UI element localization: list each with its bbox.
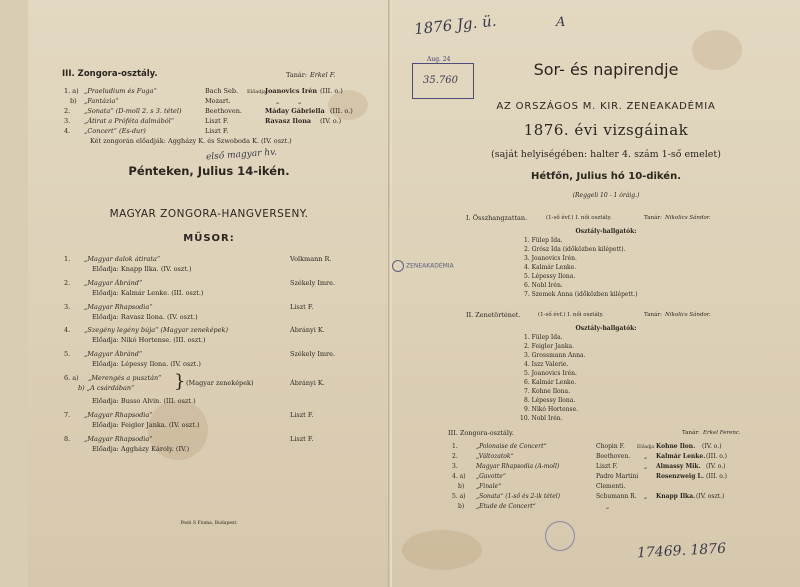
right-section-iii-title: III. Zongora-osztály. [448,429,514,437]
exam-time: (Reggeli 10 - 1 óráig.) [572,192,640,199]
composer: Liszt F. [205,127,229,135]
class-label: „ [298,97,302,105]
paper-stain [402,530,482,570]
section-i-teacher: Nikolics Sándor. [665,215,711,221]
class-label: (III. o.) [706,453,728,460]
composer: Beethoven. [596,453,631,460]
student: 2. Feigler Janka. [524,343,574,350]
performer-prefix: Előadja [247,89,266,95]
academy-stamp-text: ZENEAKADÉMIA [406,262,454,270]
performer: Joanovics Irén [265,87,318,95]
student: 4. Iszz Valerie. [524,361,569,368]
right-page [392,0,800,587]
section-iii-title: III. Zongora-osztály. [62,69,158,79]
title-line4: (saját helyiségében: halter 4. szám 1-ső emelet) [491,149,721,160]
row-num: 1. [452,443,458,450]
piece-title: „Etude de Concert“ [476,503,536,510]
row-num: 5. a) [452,493,466,500]
class-label: (IV. o.) [706,463,726,470]
program-performer: Előadja: Aggházy Károly. (IV.) [92,445,190,453]
performer: Knapp Ilka. [656,493,696,500]
right-section-iii-teacher: Erkel Ferenc. [703,430,741,436]
program-piece: „Magyar dalok átirata“ [84,255,161,263]
program-composer: Liszt F. [290,411,314,419]
piece-title: „Polonaise de Concert“ [476,443,547,450]
performer: Kalmár Lenke. [656,453,706,460]
program-title: MŰSOR: [183,233,235,244]
row-num: b) [458,503,465,510]
section-i-title: I. Összhangzattan. [466,214,528,222]
student: 5. Joanovics Irén. [524,370,577,377]
program-performer: Előadja: Knapp Ilka. (IV. oszt.) [92,265,192,273]
right-section-iii-teacher-label: Tanár: [682,430,700,436]
program-composer: Liszt F. [290,303,314,311]
student: 4. Kalmár Lenke. [524,264,577,271]
program-num: 8. [64,435,71,443]
student: 7. Szemek Anna (időközben kilépett.) [524,291,638,298]
row-num: 3. [452,463,458,470]
performer: Ravasz Ilona [265,117,312,125]
performer: Kohne Ilon. [656,443,696,450]
title-line2: AZ ORSZÁGOS M. KIR. ZENEAKADÉMIA [496,101,716,112]
round-stamp [545,521,575,551]
seal-icon [392,260,404,272]
program-performer: Előadja: Kalmár Lenke. (III. oszt.) [92,289,204,297]
program-performer: Előadja: Busso Alvin. (III. oszt.) [92,397,196,405]
brace: } [174,371,186,392]
handwritten-bottom: 17469. 1876 [636,540,727,562]
composer: Mozart. [205,97,231,105]
two-piano-line: Két zongorán előadják: Aggházy K. és Szwoboda K. (IV. oszt.) [90,137,292,145]
section-i-students-label: Osztály-hallgatók: [575,228,637,235]
composer: Bach Seb. [205,87,239,95]
student: 10. Nobl Irén. [520,415,563,422]
class-label: (IV. o.) [320,117,342,125]
student: 8. Lépessy Ilona. [524,397,576,404]
student: 2. Grósz Ida (időközben kilépett). [524,246,626,253]
class-label: (III. o.) [706,473,728,480]
program-piece: „Magyar Rhapsodia“ [84,435,153,443]
section-i-detail: (1-ső évf.) I. női osztály. [546,215,612,221]
composer: „ [606,503,610,510]
composer: Beethoven. [205,107,242,115]
handwritten-ref: 1876 Jg. ü. [413,11,498,39]
program-performer: Előadja: Lépessy Ilona. (IV. oszt.) [92,360,201,368]
program-num: 1. [64,255,71,263]
performer-prefix: „ [644,463,648,470]
program-note: (Magyar zeneképek) [186,379,254,387]
performer: Máday Gábriella [265,107,325,115]
academy-stamp [392,260,454,272]
program-performer: Előadja: Nikó Hortense. (III. oszt.) [92,336,206,344]
program-composer: Ábrányi K. [290,379,325,387]
row-num: b) [70,97,77,105]
program-composer: Volkmann R. [290,255,332,263]
row-num: 2. [452,453,458,460]
printer-line: Pesti S Fiuma, Budapest. [180,521,238,526]
row-num: 2. [64,107,71,115]
performer: „ [276,97,280,105]
stamp-number: 35.760 [423,75,458,86]
row-num: 3. [64,117,71,125]
program-piece: „Magyar Ábránd“ [84,350,143,358]
handwritten-a: A [556,15,566,30]
section-i-teacher-label: Tanár: [644,215,662,221]
composer: Padre Martini [596,473,639,480]
class-label: (III. o.) [320,87,343,95]
program-piece: „Magyar Rhapsodia“ [84,411,153,419]
student: 1. Fülep Ida. [524,237,563,244]
row-num: 4. [64,127,71,135]
section-ii-teacher-label: Tanár: [644,312,662,318]
row-num: b) [458,483,465,490]
class-label: (IV. oszt.) [696,493,725,500]
teacher-name: Erkel F. [310,71,336,79]
class-label: (III. o.) [330,107,353,115]
performer-prefix: Előadja [637,445,655,450]
left-page [28,0,390,587]
performer: Almassy Mik. [656,463,701,470]
program-num: 5. [64,350,71,358]
student: 6. Kalmár Lenke. [524,379,577,386]
performer-prefix: „ [644,453,648,460]
program-piece: „Magyar Ábránd“ [84,279,143,287]
row-num: 4. a) [452,473,466,480]
student: 1. Fülep Ida. [524,334,563,341]
section-ii-teacher: Nikolics Sándor. [665,312,711,318]
concert-date: Pénteken, Julius 14-ikén. [128,164,290,178]
piece-title: „Sonata“ (D-moll 2. s 3. tétel) [84,107,182,115]
exam-day: Hétfőn, Julius hó 10-dikén. [530,171,681,182]
section-ii-students-label: Osztály-hallgatók: [575,325,637,332]
program-piece: „Merengés a pusztán“ [88,374,162,382]
composer: Schumann R. [596,493,637,500]
program-piece-sub: b) „A csárdában“ [78,384,135,392]
student: 3. Joanovics Irén. [524,255,577,262]
piece-title: „Gavotte“ [476,473,506,480]
piece-title: „Sonata“ (1-ső és 2-ik tétel) [476,493,561,500]
composer: Chopin F. [596,443,625,450]
program-composer: Székely Imre. [290,350,336,358]
piece-title: Magyar Rhapsodia (A-moll) [476,463,560,470]
program-num: 7. [64,411,71,419]
concert-title: MAGYAR ZONGORA-HANGVERSENY. [109,208,309,220]
program-performer: Előadja: Ravasz Ilona. (IV. oszt.) [92,313,198,321]
stamp-date: Aug. 24 [427,56,451,63]
class-label: (IV. o.) [702,443,722,450]
student: 7. Kohne Ilona. [524,388,571,395]
section-ii-detail: (1-ső évf.) I. női osztály. [538,312,604,318]
program-composer: Székely Imre. [290,279,336,287]
piece-title: „Finale“ [476,483,502,490]
title-line1: Sor- és napirendje [533,60,679,79]
piece-title: „Fantázia“ [84,97,119,105]
program-composer: Liszt F. [290,435,314,443]
program-performer: Előadja: Feigler Janka. (IV. oszt.) [92,421,200,429]
composer: Liszt F. [205,117,229,125]
program-piece: „Szegény legény búja“ (Magyar zeneképek) [84,326,229,334]
program-num: 3. [64,303,71,311]
composer: Liszt F. [596,463,618,470]
section-ii-title: II. Zenetörténet. [466,311,521,319]
student: 3. Grossmann Anna. [524,352,586,359]
student: 9. Nikó Hortense. [524,406,579,413]
row-num: 1. a) [64,87,79,95]
teacher-label: Tanár: [286,71,308,79]
piece-title: „Átirat a Próféta dalmából“ [84,117,175,125]
performer-prefix: „ [644,493,648,500]
program-num: 2. [64,279,71,287]
piece-title: „Változatok“ [476,453,514,460]
composer: Clementi. [596,483,626,490]
piece-title: „Praeludium és Fuga“ [84,87,157,95]
title-line3: 1876. évi vizsgáinak [523,121,689,139]
student: 5. Lépessy Ilona. [524,273,576,280]
performer: Rosenzweig L. [656,473,704,480]
handwritten-note: első magyar hv. [205,147,278,163]
student: 6. Nobl Irén. [524,282,563,289]
program-composer: Ábrányi K. [290,326,325,334]
program-num: 6. a) [64,374,79,382]
piece-title: „Concert“ (Es-dur) [84,127,146,135]
program-num: 4. [64,326,71,334]
program-piece: „Magyar Rhapsodia“ [84,303,153,311]
